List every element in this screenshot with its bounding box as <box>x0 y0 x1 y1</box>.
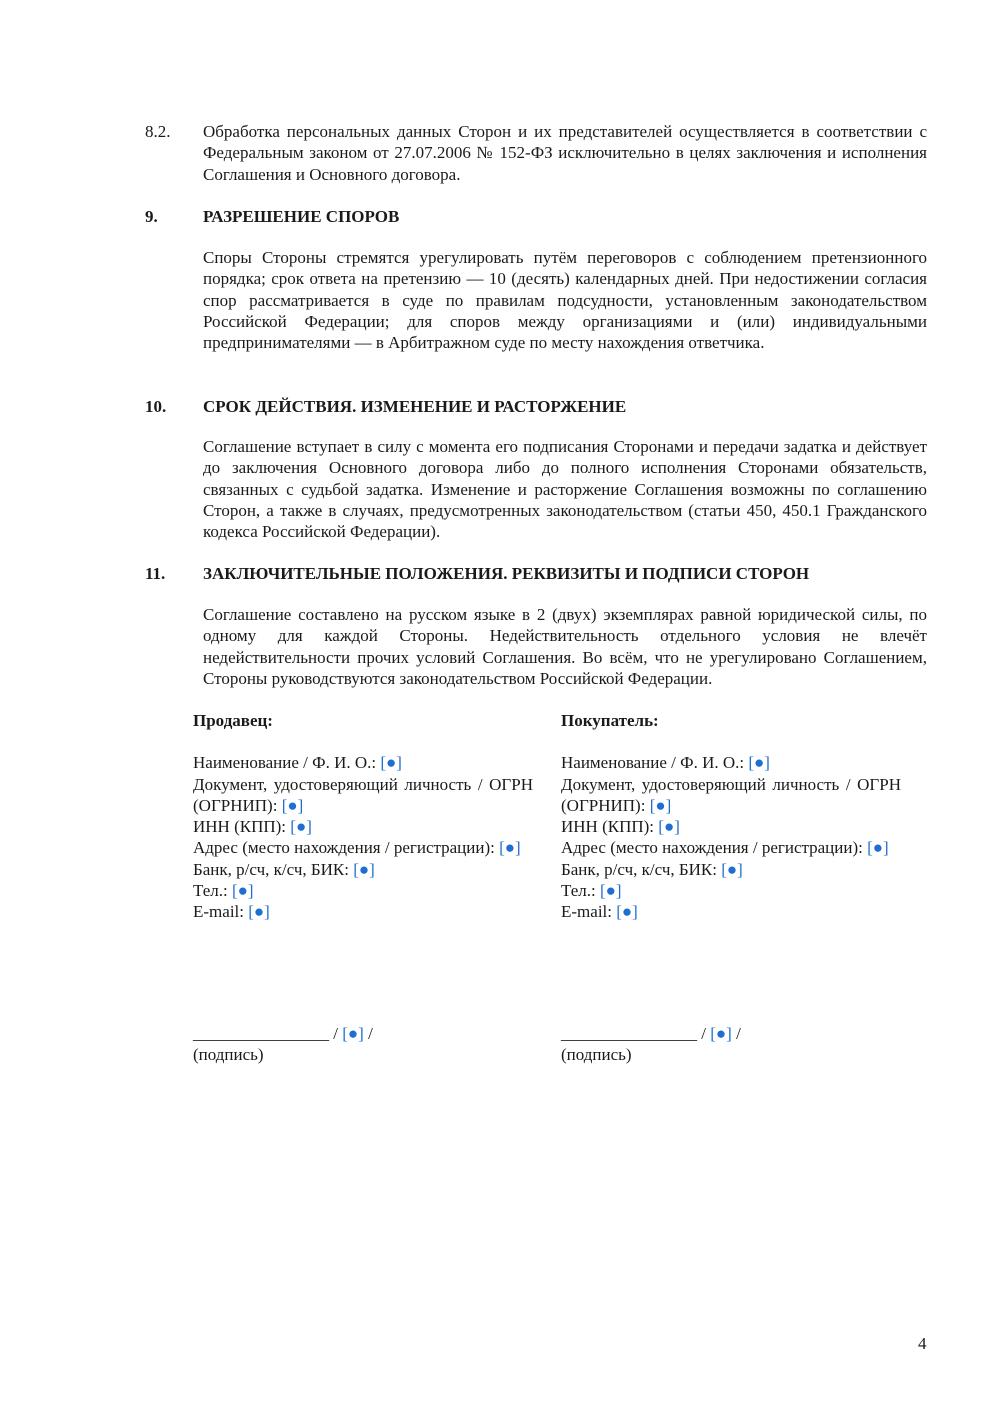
buyer-signature-caption: (подпись) <box>561 1045 632 1065</box>
seller-signature <box>193 1023 373 1066</box>
page-number: 4 <box>918 1334 927 1353</box>
buyer-signature-line[interactable]: ________________ / [●] / <box>561 1024 741 1043</box>
seller-name-field: Наименование / Ф. И. О.: [●] <box>193 753 402 773</box>
buyer-doc-placeholder[interactable]: [●] <box>649 795 672 815</box>
seller-inn-placeholder[interactable]: [●] <box>290 817 312 837</box>
buyer-email-field: E-mail: [●] <box>561 902 638 922</box>
seller-name-placeholder[interactable]: [●] <box>380 753 402 773</box>
seller-address-field: Адрес (место нахождения / регистрации): [●] <box>193 838 521 858</box>
section-number-10: 10. <box>145 397 167 416</box>
section-11-text: Соглашение составлено на русском языке в 2 (двух) экземплярах равной юридической силы, по одному для каждой Стороны. Недействительность отдельного условия не влечёт недействительности прочих условий Соглашения. Во всём, что не урегулировано Соглашением, Стороны руководствуются законодательством Российской Федерации. <box>203 605 927 688</box>
seller-email-placeholder[interactable]: [●] <box>248 902 270 922</box>
seller-tel-field: Тел.: [●] <box>193 881 254 901</box>
section-11-heading: ЗАКЛЮЧИТЕЛЬНЫЕ ПОЛОЖЕНИЯ. РЕКВИЗИТЫ И ПОДПИСИ СТОРОН <box>203 564 810 583</box>
buyer-address-placeholder[interactable]: [●] <box>867 838 889 858</box>
buyer-name-placeholder[interactable]: [●] <box>748 753 770 773</box>
buyer-inn-field: ИНН (КПП): [●] <box>561 817 680 837</box>
seller-title: Продавец: <box>193 711 273 730</box>
buyer-details <box>561 710 901 923</box>
section-number-9: 9. <box>145 207 158 226</box>
buyer-tel-placeholder[interactable]: [●] <box>600 881 622 901</box>
buyer-email-placeholder[interactable]: [●] <box>616 902 638 922</box>
buyer-signature <box>561 1023 741 1066</box>
buyer-address-field: Адрес (место нахождения / регистрации): [●] <box>561 838 889 858</box>
seller-inn-field: ИНН (КПП): [●] <box>193 817 312 837</box>
buyer-tel-field: Тел.: [●] <box>561 881 622 901</box>
seller-signature-caption: (подпись) <box>193 1045 264 1065</box>
section-9-text: Споры Стороны стремятся урегулировать путём переговоров с соблюдением претензионного порядка; срок ответа на претензию — 10 (десять) календарных дней. При недостижении согласия спор рассматривается в суде по правилам подсудности, установленным законодательством Российской Федерации; для споров между организациями и (или) индивидуальными предпринимателями — в Арбитражном суде по месту нахождения ответчика. <box>203 248 927 353</box>
seller-details <box>193 710 533 923</box>
section-10-text: Соглашение вступает в силу с момента его подписания Сторонами и передачи задатка и действует до заключения Основного договора либо до полного исполнения Сторонами обязательств, связанных с судьбой задатка. Изменение и расторжение Соглашения возможны по соглашению Сторон, а также в случаях, предусмотренных законодательством (статьи 450, 450.1 Гражданского кодекса Российской Федерации). <box>203 437 927 542</box>
buyer-name-field: Наименование / Ф. И. О.: [●] <box>561 753 770 773</box>
buyer-inn-placeholder[interactable]: [●] <box>658 817 680 837</box>
section-9-heading: РАЗРЕШЕНИЕ СПОРОВ <box>203 207 400 226</box>
seller-doc-placeholder[interactable]: [●] <box>281 795 304 815</box>
buyer-doc-field: Документ, удостоверяющий личность / ОГРН (ОГРНИП): [●] <box>561 774 901 815</box>
buyer-signature-placeholder[interactable]: [●] <box>710 1024 732 1043</box>
section-number-11: 11. <box>145 564 166 583</box>
seller-bank-field: Банк, р/сч, к/сч, БИК: [●] <box>193 859 375 879</box>
clause-number-8-2: 8.2. <box>145 122 171 141</box>
seller-tel-placeholder[interactable]: [●] <box>232 881 254 901</box>
section-10-heading: СРОК ДЕЙСТВИЯ. ИЗМЕНЕНИЕ И РАСТОРЖЕНИЕ <box>203 397 627 416</box>
seller-address-placeholder[interactable]: [●] <box>499 838 521 858</box>
seller-signature-line[interactable]: ________________ / [●] / <box>193 1024 373 1043</box>
seller-email-field: E-mail: [●] <box>193 902 270 922</box>
seller-bank-placeholder[interactable]: [●] <box>353 859 375 879</box>
buyer-bank-placeholder[interactable]: [●] <box>721 859 743 879</box>
buyer-bank-field: Банк, р/сч, к/сч, БИК: [●] <box>561 859 743 879</box>
seller-signature-placeholder[interactable]: [●] <box>342 1024 364 1043</box>
seller-doc-field: Документ, удостоверяющий личность / ОГРН (ОГРНИП): [●] <box>193 774 533 815</box>
buyer-title: Покупатель: <box>561 711 659 730</box>
clause-8-2-text: Обработка персональных данных Сторон и их представителей осуществляется в соответствии с Федеральным законом от 27.07.2006 № 152-ФЗ исключительно в целях заключения и исполнения Соглашения и Основного договора. <box>203 122 927 184</box>
